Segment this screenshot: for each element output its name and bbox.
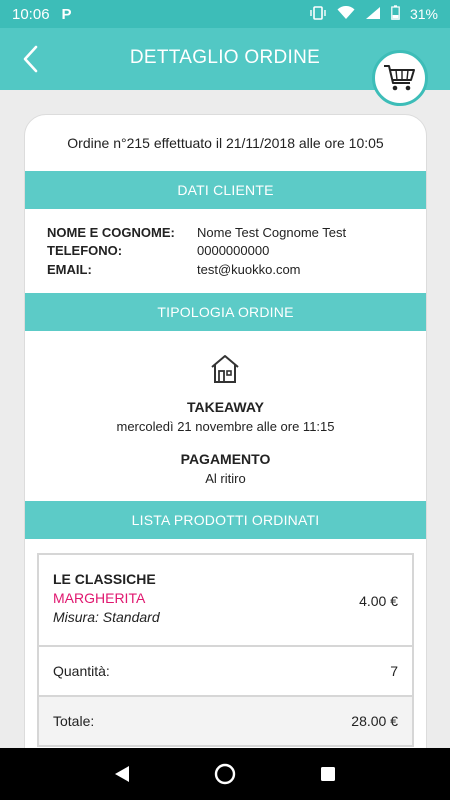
- product-size: Misura: Standard: [53, 608, 160, 625]
- quantity-value: 7: [390, 662, 398, 679]
- triangle-back-icon: [113, 764, 131, 784]
- square-recents-icon: [319, 765, 337, 783]
- battery-icon: [391, 5, 400, 23]
- quantity-label: Quantità:: [53, 662, 110, 679]
- signal-icon: [365, 6, 381, 23]
- nav-recents-button[interactable]: [316, 762, 340, 786]
- order-summary: Ordine n°215 effettuato il 21/11/2018 alle ore 10:05: [67, 135, 384, 151]
- product-box: [37, 553, 414, 747]
- client-email-label: EMAIL:: [47, 261, 92, 277]
- product-name: MARGHERITA: [53, 589, 146, 606]
- product-category: LE CLASSICHE: [53, 570, 156, 587]
- cart-button[interactable]: [372, 50, 428, 106]
- order-detail-card: [24, 114, 427, 774]
- parking-app-icon: P: [61, 5, 72, 23]
- client-section-header: DATI CLIENTE: [25, 171, 426, 209]
- battery-percent: 31%: [409, 6, 438, 22]
- client-name-value: Nome Test Cognome Test: [197, 224, 347, 240]
- quantity-row: [39, 645, 412, 695]
- cart-icon: [383, 63, 417, 93]
- client-phone-row: [47, 242, 426, 261]
- client-name-row: [47, 223, 426, 242]
- payment-value: Al ritiro: [205, 470, 246, 486]
- order-type-info: [25, 331, 426, 501]
- status-bar: [0, 0, 450, 28]
- total-value: 28.00 €: [351, 712, 398, 729]
- payment-label: PAGAMENTO: [180, 450, 271, 467]
- total-label: Totale:: [53, 712, 95, 729]
- order-type-section-header: TIPOLOGIA ORDINE: [25, 293, 426, 331]
- page-title: DETTAGLIO ORDINE: [129, 47, 321, 68]
- client-email-value: test@kuokko.com: [197, 261, 301, 277]
- wifi-icon: [337, 6, 355, 23]
- total-row: [39, 695, 412, 745]
- circle-home-icon: [213, 762, 237, 786]
- client-info: [25, 209, 426, 293]
- products-section-header: LISTA PRODOTTI ORDINATI: [25, 501, 426, 539]
- client-email-row: [47, 260, 426, 279]
- order-type: TAKEAWAY: [186, 398, 264, 415]
- client-phone-value: 0000000000: [197, 243, 270, 259]
- nav-home-button[interactable]: [213, 762, 237, 786]
- product-price: 4.00 €: [359, 592, 398, 609]
- list-item: [39, 555, 412, 645]
- vibrate-icon: [309, 6, 327, 23]
- client-name-label: NOME E COGNOME:: [47, 224, 175, 240]
- nav-back-button[interactable]: [110, 762, 134, 786]
- status-right: [309, 5, 438, 23]
- status-time: 10:06: [12, 5, 50, 23]
- system-nav-bar: [0, 748, 450, 800]
- house-icon: [209, 353, 241, 390]
- client-phone-label: TELEFONO:: [47, 243, 123, 259]
- product-list: [25, 539, 426, 747]
- pickup-datetime: mercoledì 21 novembre alle ore 11:15: [116, 418, 335, 434]
